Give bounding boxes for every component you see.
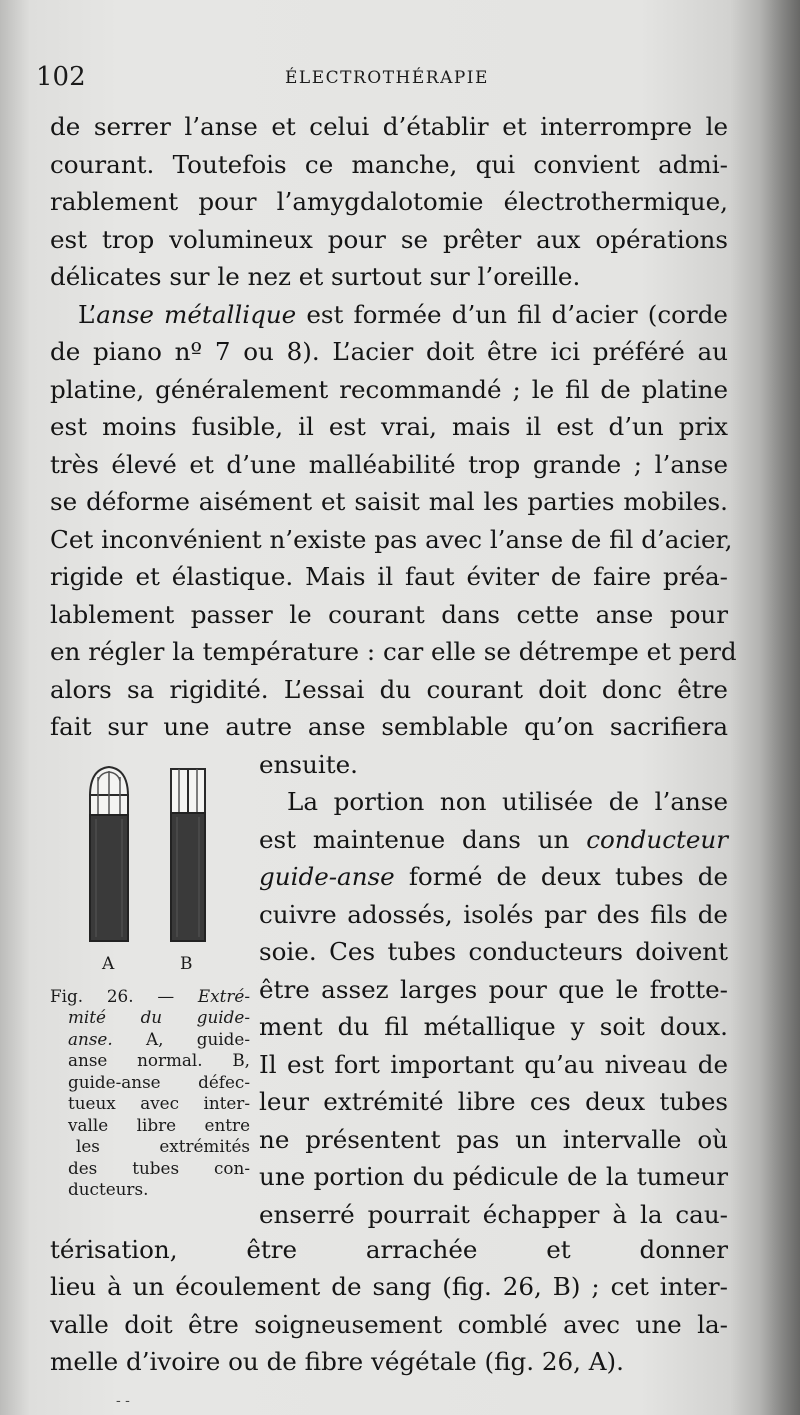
caption-italic: anse. xyxy=(68,1028,113,1049)
wrapped-text-column xyxy=(259,746,728,1234)
text-fragment: formé de deux tubes de xyxy=(394,862,728,891)
figure-caption xyxy=(50,986,250,1201)
text-line: alors sa rigidité. L’essai du courant doit donc être xyxy=(50,674,728,704)
page-number: 102 xyxy=(36,62,86,92)
text-line: rablement pour l’amygdalotomie électrothermique, xyxy=(50,187,728,216)
page-header xyxy=(0,62,800,102)
paragraph-first-line xyxy=(50,296,728,334)
text-body xyxy=(50,108,737,1381)
figure-label-a: A xyxy=(102,953,115,974)
text-line: est moins fusible, il est vrai, mais il est d’un prix xyxy=(50,412,728,441)
caption-line: anse normal. B, xyxy=(68,1050,250,1070)
footer-mark: - - xyxy=(116,1393,130,1409)
text-fragment: est maintenue dans un xyxy=(259,824,587,854)
text-line: ment du fil métallique y soit doux. xyxy=(259,1012,728,1041)
text-line: Il est fort important qu’au niveau de xyxy=(259,1049,728,1079)
text-line: être assez larges pour que le frotte- xyxy=(259,974,728,1004)
text-line: térisation, être arrachée et donner xyxy=(50,1234,728,1264)
text-line: leur extrémité libre ces deux tubes xyxy=(259,1087,728,1116)
caption-line: guide-anse défec- xyxy=(68,1071,250,1092)
text-line: melle d’ivoire ou de fibre végétale (fig. 26, A). xyxy=(50,1347,624,1376)
tube-b xyxy=(171,769,205,941)
italic-term: guide-anse xyxy=(259,862,395,891)
caption-prefix: Fig. 26. — xyxy=(50,985,198,1006)
caption-line: les extrémités xyxy=(76,1136,250,1156)
text-line xyxy=(259,821,728,859)
guide-anse-illustration xyxy=(80,761,210,951)
text-line: une portion du pédicule de la tumeur xyxy=(259,1162,728,1191)
caption-line xyxy=(50,986,250,1008)
text-line: de piano nº 7 ou 8). L’acier doit être ici préféré au xyxy=(50,337,728,366)
text-line: soie. Ces tubes conducteurs doivent xyxy=(259,937,728,966)
text-line: très élevé et d’une malléabilité trop grande ; l’anse xyxy=(50,449,728,479)
text-line: lieu à un écoulement de sang (fig. 26, B) ; cet inter- xyxy=(50,1272,728,1301)
figure-label-b: B xyxy=(180,953,193,974)
text-line: est trop volumineux pour se prêter aux opérations xyxy=(50,224,728,254)
text-fragment: L’ xyxy=(78,299,97,329)
running-head: ÉLECTROTHÉRAPIE xyxy=(285,68,489,88)
text-line: délicates sur le nez et surtout sur l’oreille. xyxy=(50,262,581,291)
caption-line: tueux avec inter- xyxy=(68,1093,250,1113)
text-line: enserré pourrait échapper à la cau- xyxy=(259,1199,728,1229)
text-line: se déforme aisément et saisit mal les parties mobiles. xyxy=(50,487,728,516)
text-line: platine, généralement recommandé ; le fil de platine xyxy=(50,374,728,404)
text-line: La portion non utilisée de l’anse xyxy=(287,787,728,816)
figure-26 xyxy=(50,761,250,1231)
caption-italic: mité du guide- xyxy=(68,1007,250,1027)
caption-italic: Extré- xyxy=(197,985,250,1006)
tube-a xyxy=(90,767,128,941)
page-gutter-shadow xyxy=(760,0,800,1415)
text-line: fait sur une autre anse semblable qu’on sacrifiera xyxy=(50,712,728,741)
caption-line: des tubes con- xyxy=(68,1157,250,1178)
figure-wrap-region xyxy=(50,746,728,1231)
caption-text: A, guide- xyxy=(112,1028,250,1049)
text-line: de serrer l’anse et celui d’établir et interrompre le xyxy=(50,112,728,141)
text-line: rigide et élastique. Mais il faut éviter de faire préa- xyxy=(50,562,728,591)
caption-line xyxy=(50,1029,250,1051)
text-line: lablement passer le courant dans cette anse pour xyxy=(50,599,728,629)
caption-line: valle libre entre xyxy=(68,1114,250,1135)
caption-line: ducteurs. xyxy=(68,1179,149,1199)
text-line: ne présentent pas un intervalle où xyxy=(259,1124,728,1154)
text-fragment: est formée d’un fil d’acier (corde xyxy=(296,299,728,329)
italic-term: conducteur xyxy=(586,824,728,854)
caption-line xyxy=(50,1007,250,1029)
italic-term: anse métallique xyxy=(96,299,297,329)
text-line: ensuite. xyxy=(259,749,358,779)
text-line: en régler la température : car elle se détrempe et perd xyxy=(50,637,737,666)
text-line: courant. Toutefois ce manche, qui convient admi- xyxy=(50,149,728,179)
text-line: cuivre adossés, isolés par des fils de xyxy=(259,899,728,929)
text-line: Cet inconvénient n’existe pas avec l’anse de fil d’acier, xyxy=(50,524,733,554)
text-line: valle doit être soigneusement comblé avec une la- xyxy=(50,1309,728,1339)
text-line xyxy=(259,858,728,896)
